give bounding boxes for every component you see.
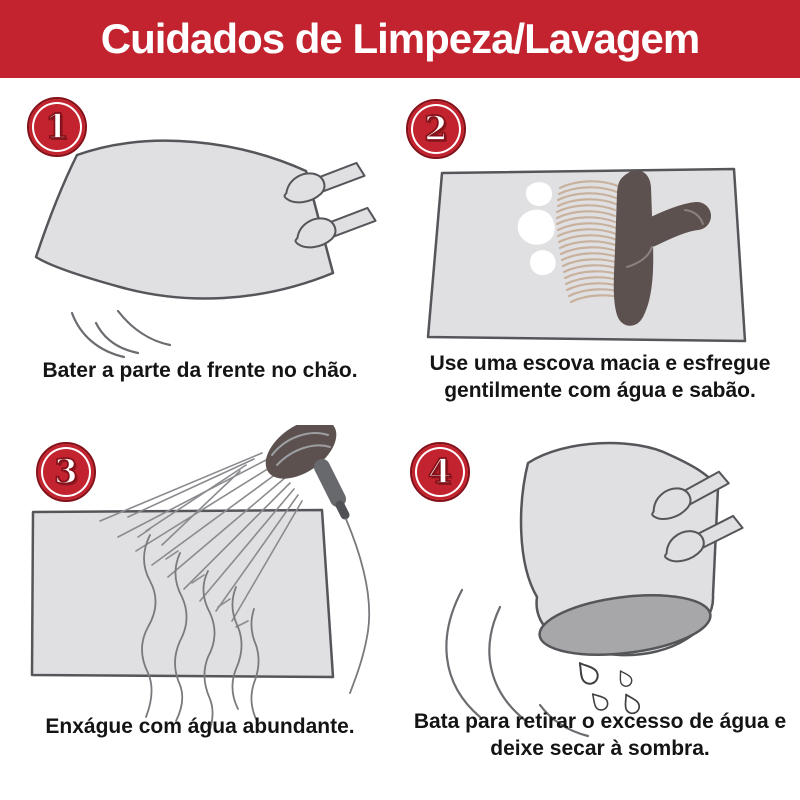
step-4-number: 4 xyxy=(428,452,452,492)
step-1-number: 1 xyxy=(45,107,69,147)
step-3 xyxy=(0,425,400,770)
step-3-number: 3 xyxy=(54,452,78,492)
step-4 xyxy=(400,425,800,785)
step-4-badge xyxy=(410,442,470,502)
step-2-caption: Use uma escova macia e esfregue gentilmente com água e sabão. xyxy=(429,352,771,403)
step-2-number: 2 xyxy=(424,109,448,149)
step-3-badge xyxy=(36,442,96,502)
step-2-badge xyxy=(406,99,466,159)
step-1 xyxy=(0,85,400,405)
page-title: Cuidados de Limpeza/Lavagem xyxy=(100,15,700,62)
step-4-caption: Bata para retirar o excesso de água e deixe secar à sombra. xyxy=(413,710,787,761)
step-1-caption: Bater a parte da frente no chão. xyxy=(42,359,358,382)
step-1-badge xyxy=(27,97,87,157)
step-2 xyxy=(400,85,800,415)
header-banner xyxy=(0,0,800,78)
step-3-caption: Enxágue com água abundante. xyxy=(45,715,355,738)
